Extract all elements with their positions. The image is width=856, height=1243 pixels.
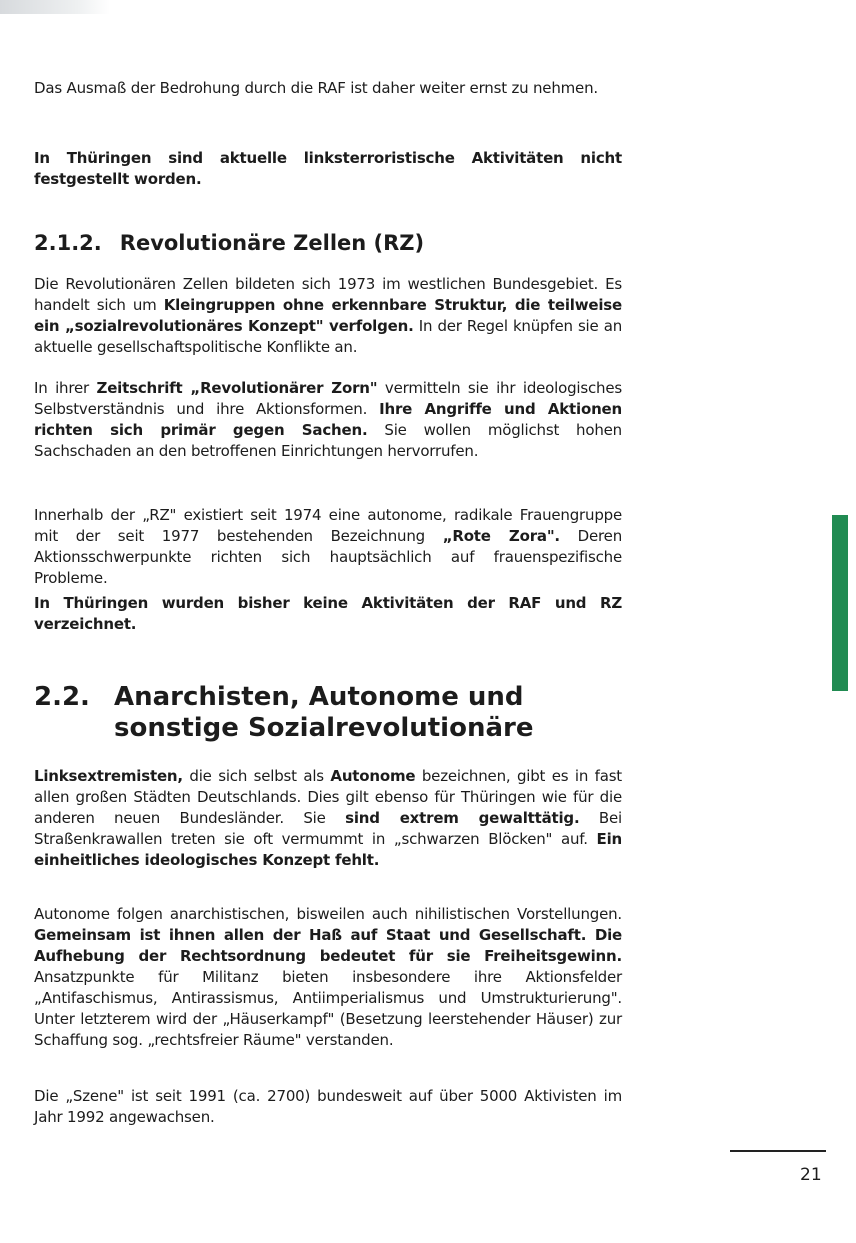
section-heading-anarchists xyxy=(34,682,533,744)
subsection-heading-rz xyxy=(34,231,424,255)
paragraph-rz-intro: Die Revolutionären Zellen bildeten sich 1973 im westlichen Bundesgebiet. Es handelt sich um Kleingruppen ohne erkennbare Struktur, die teilweise ein „sozialrevolutionäres Konzept" verfolgen. In der Regel knüpfen sie an aktuelle gesellschaftspolitische Konflikte an. xyxy=(34,275,622,356)
scan-edge-mark xyxy=(0,0,110,14)
paragraph-thueringen-raf-rz: In Thüringen wurden bisher keine Aktivitäten der RAF und RZ verzeichnet. xyxy=(34,594,622,633)
paragraph-autonome-intro: Linksextremisten, die sich selbst als Autonome bezeichnen, gibt es in fast allen großen Städten Deutschlands. Dies gilt ebenso für Thüringen wie für die anderen neuen Bundesländer. Sie sind extrem gewalttätig. Bei Straßenkrawallen treten sie oft vermummt in „schwarzen Blöcken" auf. Ein einheitliches ideologisches Konzept fehlt. xyxy=(34,767,622,869)
paragraph-rz-zeitschrift: In ihrer Zeitschrift „Revolutionärer Zorn" vermitteln sie ihr ideologisches Selbstverständnis und ihre Aktionsformen. Ihre Angriffe und Aktionen richten sich primär gegen Sachen. Sie wollen möglichst hohen Sachschaden an den betroffenen Einrichtungen hervorrufen. xyxy=(34,379,622,460)
paragraph-thueringen-terror: In Thüringen sind aktuelle linksterroristische Aktivitäten nicht festgestellt worden. xyxy=(34,149,622,188)
chapter-marker-bar xyxy=(832,515,848,691)
page-number: 21 xyxy=(800,1165,822,1185)
footer-rule xyxy=(730,1150,826,1152)
subsection-title: Revolutionäre Zellen (RZ) xyxy=(119,231,425,255)
paragraph-rote-zora: Innerhalb der „RZ" existiert seit 1974 eine autonome, radikale Frauengruppe mit der seit 1977 bestehenden Bezeichnung „Rote Zora". Deren Aktionsschwerpunkte richten sich hauptsächlich auf frauenspezifische Probleme. xyxy=(34,506,623,587)
paragraph-szene-growth: Die „Szene" ist seit 1991 (ca. 2700) bundesweit auf über 5000 Aktivisten im Jahr 1992 angewachsen. xyxy=(34,1087,622,1126)
subsection-number: 2.1.2. xyxy=(34,231,102,255)
paragraph-raf-threat: Das Ausmaß der Bedrohung durch die RAF ist daher weiter ernst zu nehmen. xyxy=(34,79,598,97)
paragraph-autonome-ideology: Autonome folgen anarchistischen, bisweilen auch nihilistischen Vorstellungen. Gemeinsam ist ihnen allen der Haß auf Staat und Gesellschaft. Die Aufhebung der Rechtsordnung bedeutet für sie Freiheitsgewinn. Ansatzpunkte für Militanz bieten insbesondere ihre Aktionsfelder „Antifaschismus, Antirassismus, Antiimperialismus und Umstrukturierung". Unter letzterem wird der „Häuserkampf" (Besetzung leerstehender Häuser) zur Schaffung sog. „rechtsfreier Räume" verstanden. xyxy=(34,905,622,1049)
section-title: Anarchisten, Autonome und sonstige Sozialrevolutionäre xyxy=(114,682,534,743)
section-number: 2.2. xyxy=(34,682,90,712)
